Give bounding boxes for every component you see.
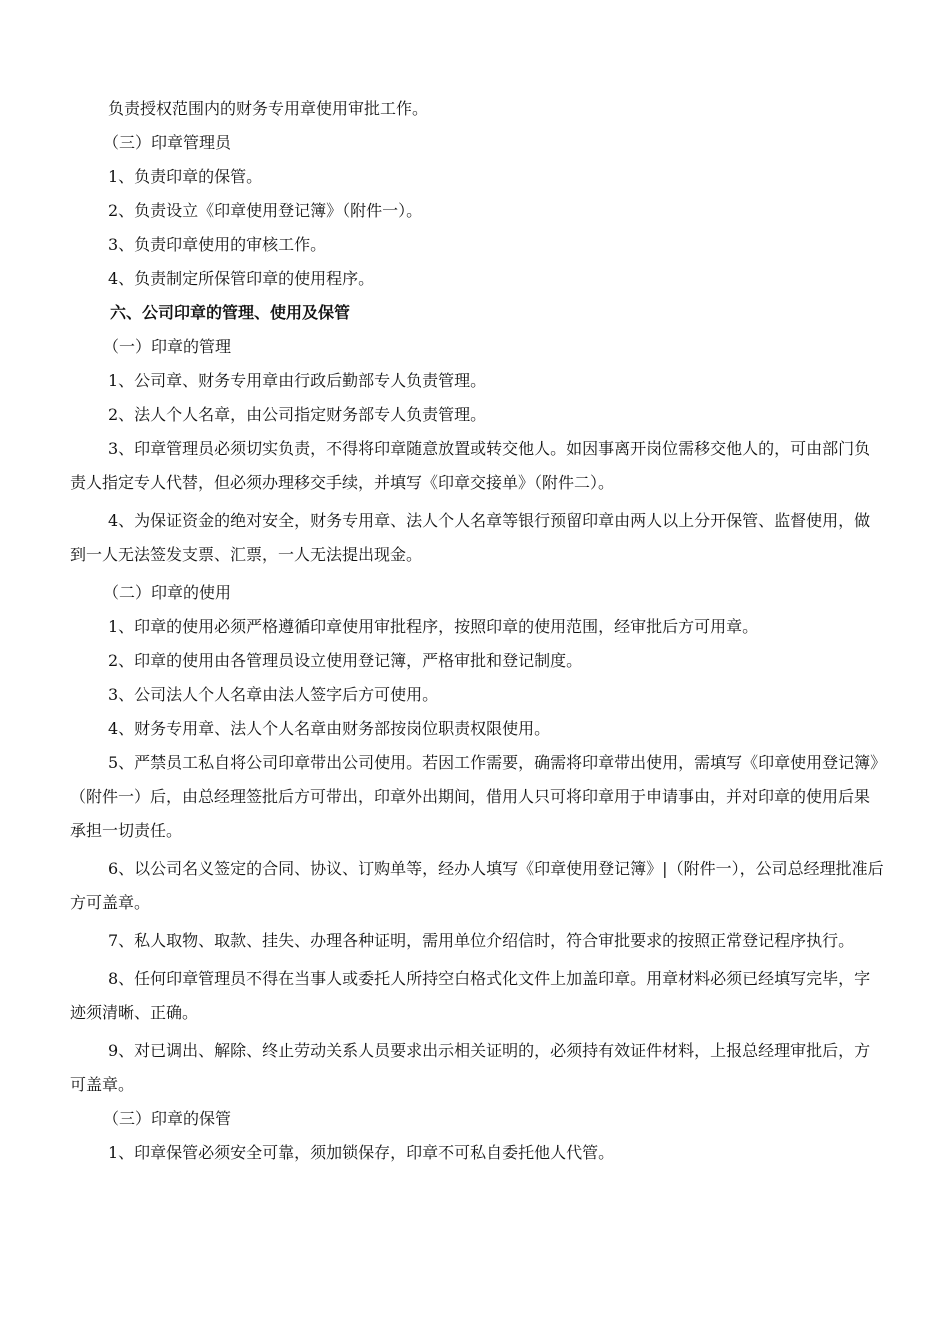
list-item: 6、以公司名义签定的合同、协议、订购单等，经办人填写《印章使用登记簿》|（附件一），公司总经理批准后方可盖章。: [70, 859, 884, 912]
list-item: 4、财务专用章、法人个人名章由财务部按岗位职责权限使用。: [108, 719, 551, 738]
section-heading: 六、公司印章的管理、使用及保管: [110, 303, 351, 322]
subsection-heading: （三）印章管理员: [103, 133, 232, 152]
subsection-heading: （二）印章的使用: [103, 583, 232, 602]
paragraph: 负责授权范围内的财务专用章使用审批工作。: [108, 99, 429, 118]
list-item: 3、负责印章使用的审核工作。: [108, 235, 327, 254]
list-item: 2、印章的使用由各管理员设立使用登记簿，严格审批和登记制度。: [108, 651, 583, 670]
subsection-heading: （一）印章的管理: [103, 337, 232, 356]
document-body: [70, 92, 885, 1170]
list-item: 3、印章管理员必须切实负责，不得将印章随意放置或转交他人。如因事离开岗位需移交他人的，可由部门负责人指定专人代替，但必须办理移交手续，并填写《印章交接单》（附件二）。: [70, 439, 871, 492]
list-item: 3、公司法人个人名章由法人签字后方可使用。: [108, 685, 439, 704]
list-item: 2、负责设立《印章使用登记簿》（附件一）。: [108, 201, 423, 220]
list-item: 7、私人取物、取款、挂失、办理各种证明，需用单位介绍信时，符合审批要求的按照正常登记程序执行。: [108, 931, 855, 950]
list-item: 4、负责制定所保管印章的使用程序。: [108, 269, 375, 288]
list-item: 5、严禁员工私自将公司印章带出公司使用。若因工作需要，确需将印章带出使用，需填写《印章使用登记簿》（附件一）后，由总经理签批后方可带出，印章外出期间，借用人只可将印章用于申请事由，并对印章的使用后果承担一切责任。: [70, 753, 879, 840]
list-item: 2、法人个人名章，由公司指定财务部专人负责管理。: [108, 405, 487, 424]
list-item: 1、负责印章的保管。: [108, 167, 263, 186]
list-item: 1、印章保管必须安全可靠，须加锁保存，印章不可私自委托他人代管。: [108, 1143, 615, 1162]
list-item: 8、任何印章管理员不得在当事人或委托人所持空白格式化文件上加盖印章。用章材料必须已经填写完毕，字迹须清晰、正确。: [70, 969, 871, 1022]
subsection-heading: （三）印章的保管: [103, 1109, 232, 1128]
list-item: 4、为保证资金的绝对安全，财务专用章、法人个人名章等银行预留印章由两人以上分开保管、监督使用，做到一人无法签发支票、汇票，一人无法提出现金。: [70, 511, 871, 564]
list-item: 1、公司章、财务专用章由行政后勤部专人负责管理。: [108, 371, 487, 390]
list-item: 9、对已调出、解除、终止劳动关系人员要求出示相关证明的，必须持有效证件材料，上报总经理审批后，方可盖章。: [70, 1041, 871, 1094]
list-item: 1、印章的使用必须严格遵循印章使用审批程序，按照印章的使用范围，经审批后方可用章。: [108, 617, 759, 636]
